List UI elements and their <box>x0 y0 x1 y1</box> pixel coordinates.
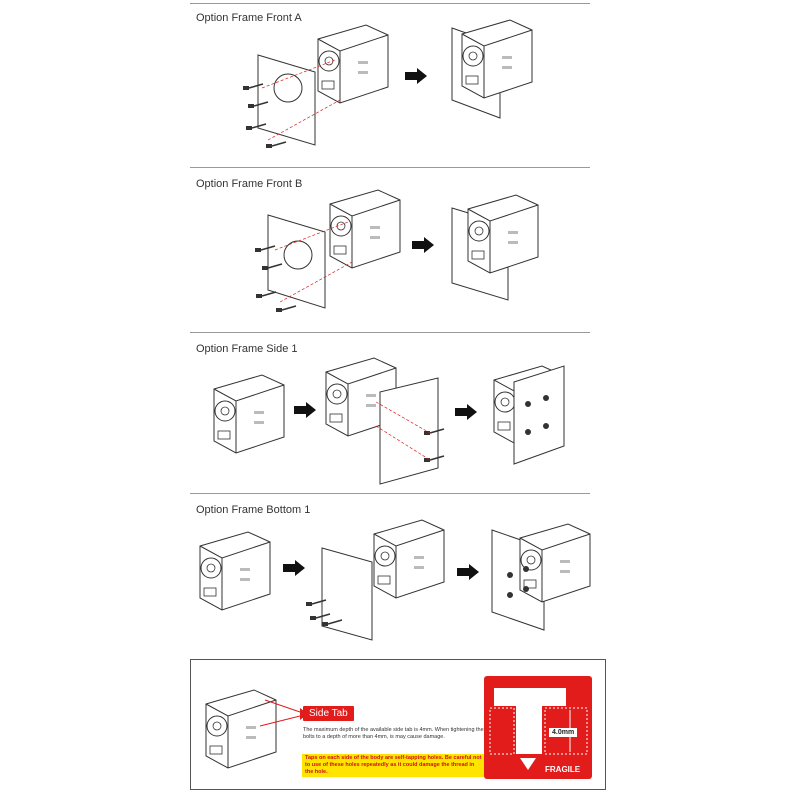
side-tab-description: The maximum depth of the available side tab is 4mm. When tightening the bolts to a depth of more than 4mm, is may cause damage. <box>303 727 484 740</box>
side-tab-label: Side Tab <box>303 706 354 721</box>
section-title-bottom-1: Option Frame Bottom 1 <box>196 504 311 516</box>
section-title-front-b: Option Frame Front B <box>196 178 303 190</box>
section-title-side-1: Option Frame Side 1 <box>196 343 298 355</box>
depth-label: 4.0mm <box>549 728 577 737</box>
section-title-front-a: Option Frame Front A <box>196 12 302 24</box>
fragile-label: FRAGILE <box>545 765 581 774</box>
self-tapping-warning: Taps on each side of the body are self-tapping holes. Be careful not to use of these holes repeatedly as it could damage the thread in the hole. <box>302 754 486 777</box>
